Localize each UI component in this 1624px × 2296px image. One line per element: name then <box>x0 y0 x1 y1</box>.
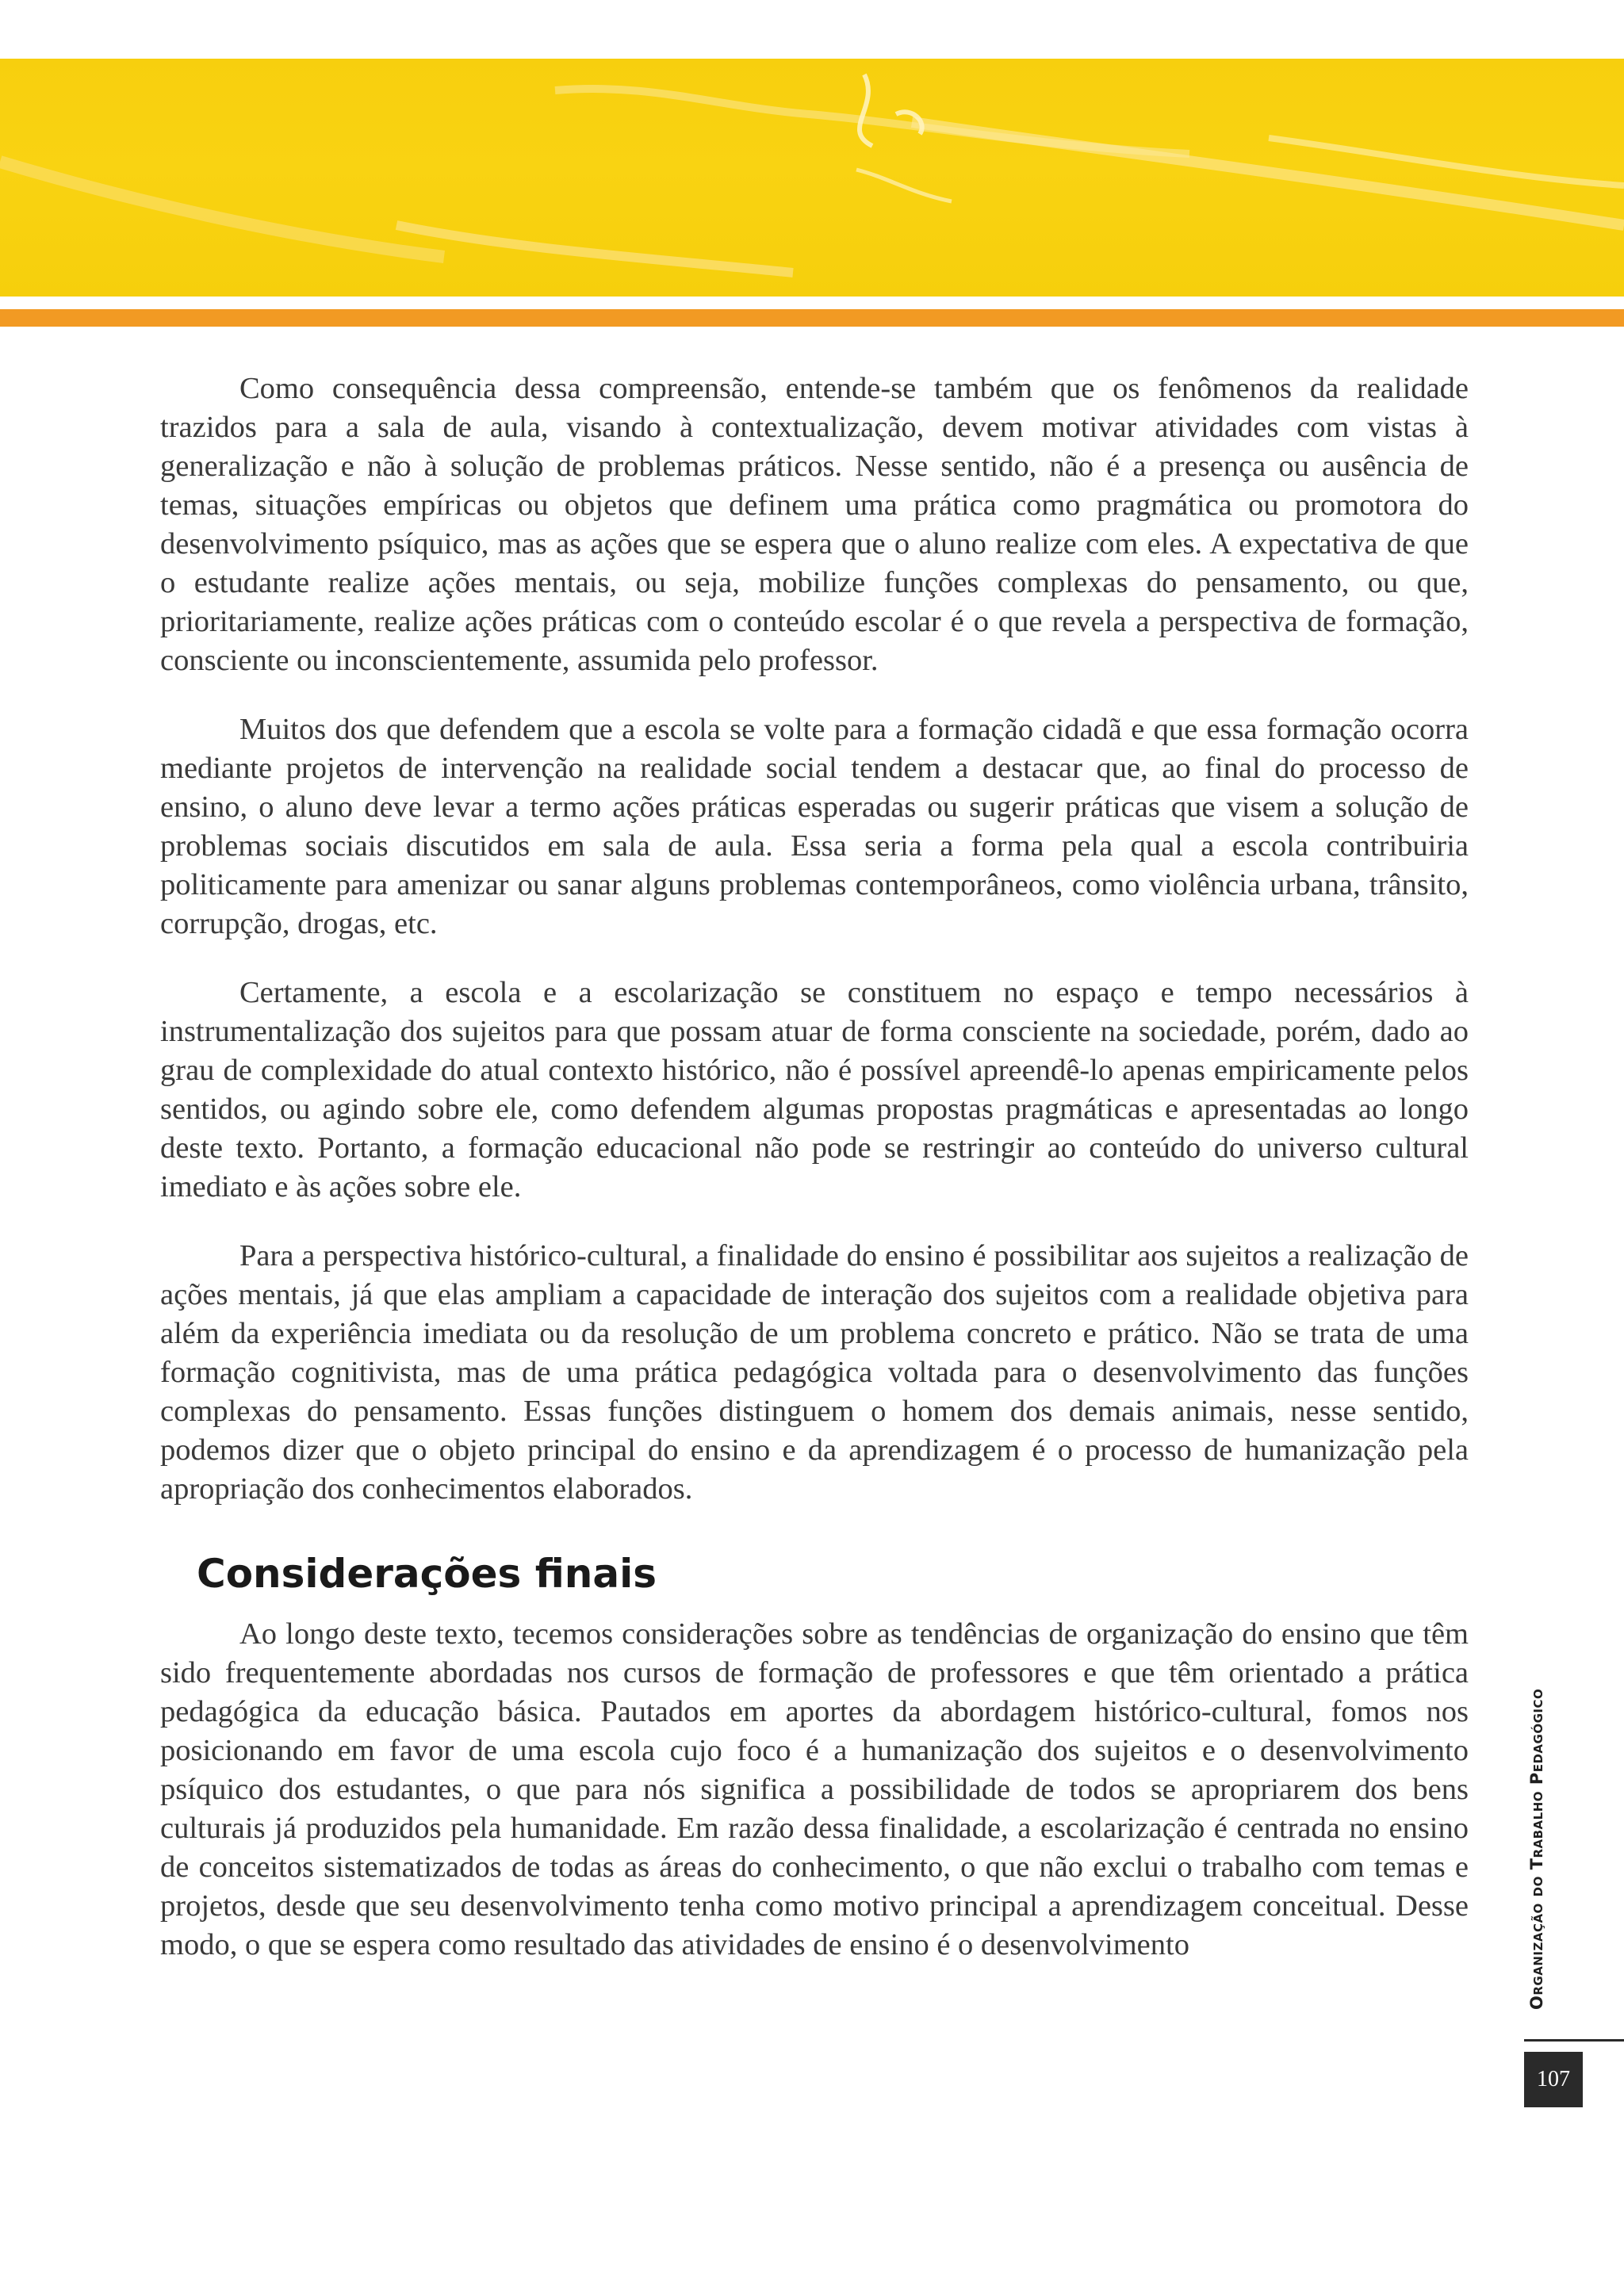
page-body <box>160 369 1469 1995</box>
body-paragraph: Ao longo deste texto, tecemos considerações sobre as tendências de organização do ensino que têm sido frequentemente abordadas nos cursos de formação de professores e que têm orientado a prática pedagógica da educação básica. Pautados em aportes da abordagem histórico-cultural, fomos nos posicionando em favor de uma escola cujo foco é a humanização dos sujeitos e o desenvolvimento psíquico dos estudantes, o que para nós significa a possibilidade de todos se apropriarem dos bens culturais já produzidos pela humanidade. Em razão dessa finalidade, a escolarização é centrada no ensino de conceitos sistematizados de todas as áreas do conhecimento, o que não exclui o trabalho com temas e projetos, desde que seu desenvolvimento tenha como motivo principal a aprendizagem conceitual. Desse modo, o que se espera como resultado das atividades de ensino é o desenvolvimento <box>160 1617 1469 1961</box>
page-number: 107 <box>1524 2052 1583 2107</box>
body-paragraph: Para a perspectiva histórico-cultural, a finalidade do ensino é possibilitar aos sujeitos a realização de ações mentais, já que elas ampliam a capacidade de interação dos sujeitos com a realidade objetiva para além da experiência imediata ou da resolução de um problema concreto e prático. Não se trata de uma formação cognitivista, mas de uma prática pedagógica voltada para o desenvolvimento das funções complexas do pensamento. Essas funções distinguem o homem dos demais animais, nesse sentido, podemos dizer que o objeto principal do ensino e da aprendizagem é o processo de humanização pela apropriação dos conhecimentos elaborados. <box>160 1239 1469 1506</box>
running-section-label: Organização do Trabalho Pedagógico <box>1527 1688 1546 2010</box>
header-banner <box>0 59 1624 297</box>
body-paragraph: Muitos dos que defendem que a escola se volte para a formação cidadã e que essa formação ocorra mediante projetos de intervenção na realidade social tendem a destacar que, ao final do processo de ensino, o aluno deve levar a termo ações práticas esperadas ou sugerir práticas que visem a solução de problemas sociais discutidos em sala de aula. Essa seria a forma pela qual a escola contribuiria politicamente para amenizar ou sanar alguns problemas contemporâneos, como violência urbana, trânsito, corrupção, drogas, etc. <box>160 713 1469 940</box>
page-corner-line <box>1524 2039 1624 2042</box>
orange-divider-bar <box>0 309 1624 327</box>
body-paragraph: Como consequência dessa compreensão, entende-se também que os fenômenos da realidade trazidos para a sala de aula, visando à contextualização, devem motivar atividades com vistas à generalização e não à solução de problemas práticos. Nesse sentido, não é a presença ou ausência de temas, situações empíricas ou objetos que definem uma prática como pragmática ou promotora do desenvolvimento psíquico, mas as ações que se espera que o aluno realize com eles. A expectativa de que o estudante realize ações mentais, ou seja, mobilize funções complexas do pensamento, ou que, prioritariamente, realize ações práticas com o conteúdo escolar é o que revela a perspectiva de formação, consciente ou inconscientemente, assumida pelo professor. <box>160 372 1469 677</box>
body-paragraph: Certamente, a escola e a escolarização se constituem no espaço e tempo necessários à instrumentalização dos sujeitos para que possam atuar de forma consciente na sociedade, porém, dado ao grau de complexidade do atual contexto histórico, não é possível apreendê-lo apenas empiricamente pelos sentidos, ou agindo sobre ele, como defendem algumas propostas pragmáticas e apresentadas ao longo deste texto. Portanto, a formação educacional não pode se restringir ao conteúdo do universo cultural imediato e às ações sobre ele. <box>160 976 1469 1203</box>
banner-handwriting-decoration <box>0 59 1624 297</box>
section-title: Considerações finais <box>197 1551 657 1597</box>
